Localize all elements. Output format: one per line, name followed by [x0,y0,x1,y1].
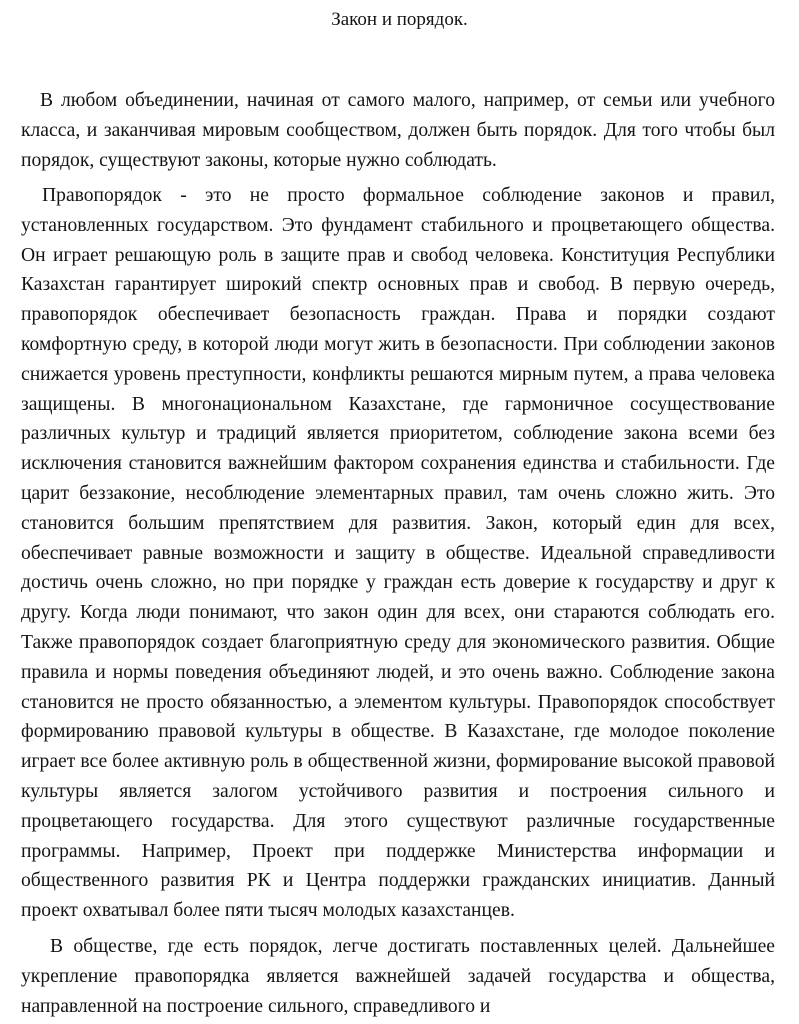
document-title: Закон и порядок. [331,9,468,30]
paragraph-conclusion: В обществе, где есть порядок, легче достигать поставленных целей. Дальнейшее укрепление правопорядка является важнейшей задачей государства и общества, направленной на построение сильного, справедливого и [21,936,775,1017]
paragraph-intro: В любом объединении, начиная от самого малого, например, от семьи или учебного класса, и заканчивая мировым сообществом, должен быть порядок. Для того чтобы был порядок, существуют законы, которые нужно соблюдать. [21,90,775,171]
paragraph-main: Правопорядок - это не просто формальное соблюдение законов и правил, установленных государством. Это фундамент стабильного и процветающего общества. Он играет решающую роль в защите прав и свобод человека. Конституция Республики Казахстан гарантирует широкий спектр основных прав и свобод. В первую очередь, правопорядок обеспечивает безопасность граждан. Права и порядки создают комфортную среду, в которой люди могут жить в безопасности. При соблюдении законов снижается уровень преступности, конфликты решаются мирным путем, а права человека защищены. В многонациональном Казахстане, где гармоничное сосуществование различных культур и традиций является приоритетом, соблюдение закона всеми без исключения становится важнейшим фактором сохранения единства и стабильности. Где царит беззаконие, несоблюдение элементарных правил, там очень сложно жить. Это становится большим препятствием для развития. Закон, который един для всех, обеспечивает равные возможности и защиту в обществе. Идеальной справедливости достичь очень сложно, но при порядке у граждан есть доверие к государству и друг к другу. Когда люди понимают, что закон один для всех, они стараются соблюдать его. Также правопорядок создает благоприятную среду для экономического развития. Общие правила и нормы поведения объединяют людей, и это очень важно. Соблюдение закона становится не просто обязанностью, а элементом культуры. Правопорядок способствует формированию правовой культуры в обществе. В Казахстане, где молодое поколение играет все более активную роль в общественной жизни, формирование высокой правовой культуры является залогом устойчивого развития и построения сильного и процветающего государства. Для этого существуют различные государственные программы. Например, Проект при поддержке Министерства информации и общественного развития РК и Центра поддержки гражданских инициатив. Данный проект охватывал более пяти тысяч молодых казахстанцев. [21,185,775,922]
